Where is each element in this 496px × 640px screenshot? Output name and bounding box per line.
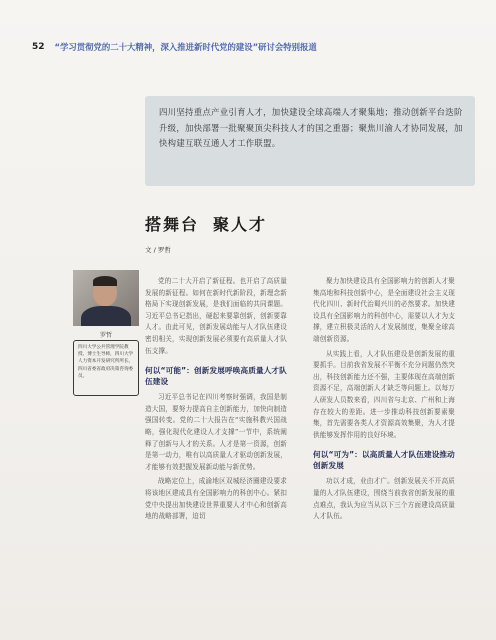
intro-summary-box: 四川坚持重点产业引育人才，加快建设全球高端人才聚集地；推动创新平台迭阶升级，加快部署一批聚聚顶尖科技人才的国之重器；聚焦川渝人才协同发展，加快构建互联互通人才工作联盟。 — [145, 96, 475, 186]
section-heading: 何以“可能”：创新发展呼唤高质量人才队伍建设 — [145, 366, 287, 387]
article-title-part2: 聚人才 — [213, 215, 268, 234]
paragraph: 党的二十大开启了新征程。也开启了高质量发展的新征程。如何在新时代新阶段，新理念新格局下实现创新发展，是我们面临的共同课题。习近平总书记指出，硬起来要靠创新，创新要靠人才。由此可见，创新发展动能与人才队伍建设密切相关，实现创新发展必须要有高质量人才队伍支撑。 — [145, 277, 287, 355]
author-name: 罗哲 — [99, 332, 112, 339]
author-photo — [73, 270, 139, 326]
author-bio: 四川大学公共管理学院教授、博士生导师，四川大学人力资本开发研究所所长、四川省委省政府决策咨询委员。 — [73, 340, 139, 396]
paragraph: 从实践上看，人才队伍建设是创新发展的重要抓手。目前我省发展不平衡不充分问题仍然突出，科技创新能力还不强，主要体现在高端创新资源不足，高端创新人才缺乏等问题上。以每万人研发人员数来看，四川省与北京、广州和上海存在较大的差距。进一步推动科技创新要素聚集，首先需要各类人才资源高效集聚，为人才提供能够发挥作用的良好环境。 — [313, 349, 455, 439]
paragraph: 功以才成，业由才广。创新发展关不开高质量的人才队伍建设，围绕当前我省创新发展的重点难点，我认为应当从以下三个方面建设高质量人才队伍。 — [313, 477, 455, 521]
paragraph: 聚力加快建设具有全国影响力的创新人才聚集高地和科技创新中心，是全面建设社会主义现代化四川、新时代治蜀兴川的必然要求。加快建设具有全国影响力的科创中心，需要以人才为支撑，建立积极灵活的人才发展制度，集聚全球高端创新资源。 — [313, 277, 455, 343]
page-header — [32, 40, 472, 54]
section-heading: 何以“可为”：以高质量人才队伍建设推动创新发展 — [313, 450, 455, 471]
article-column-right — [313, 276, 455, 526]
paragraph: 战略定位上，成渝地区双城经济圈建设要求将该地区建成具有全国影响力的科创中心。紧扣党中央提出加快建设世界重要人才中心和创新高地的战略部署，迫切 — [145, 477, 287, 521]
article-column-left — [145, 276, 287, 526]
page-number: 52 — [32, 42, 45, 52]
paragraph: 习近平总书记在四川考察时强调，我国是制造大国，要努力提高自主创新能力，加快向制造强国转变。党的二十大报告在“实施科教兴国战略，强化现代化建设人才支撑”一节中，系统阐释了创新与人才的关系。人才是第一资源，创新是第一动力，唯有以高质量人才驱动创新发展，才能够有效把握发展新动能与新优势。 — [145, 393, 287, 471]
article-title-part1: 搭舞台 — [145, 215, 200, 234]
article-byline: 文 / 罗哲 — [145, 246, 171, 254]
article-title — [145, 212, 267, 235]
running-title: “学习贯彻党的二十大精神，深入推进新时代党的建设”研讨会特别报道 — [54, 42, 317, 52]
